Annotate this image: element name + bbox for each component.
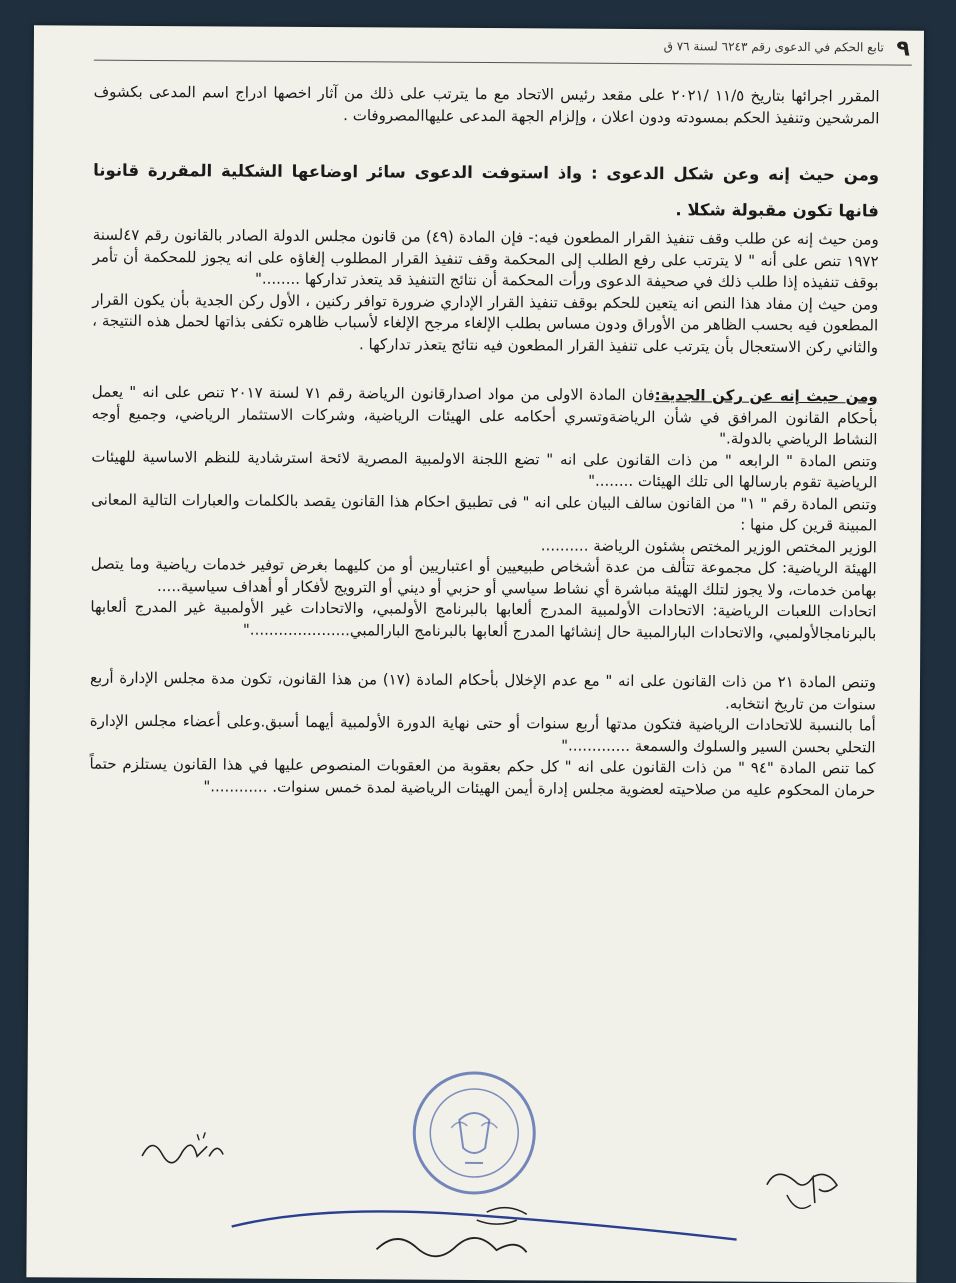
paragraph-article-one: وتنص المادة رقم " ١" من القانون سالف البيان على انه " فى تطبيق احكام هذا القانون يقصد بالكلمات والعبارات التالية المعانى المبينة قرين كل منها :	[91, 490, 878, 535]
page-header: تابع الحكم في الدعوى رقم ٦٢٤٣ لسنة ٧٦ ق	[663, 39, 884, 55]
signature-bottom-icon	[226, 1196, 746, 1269]
seriousness-text: فان المادة الاولى من مواد اصدارقانون الرياضة رقم ٧١ لسنة ٢٠١٧ تنص على انه " يعمل بأحكام القانون المرافق في شأن الرياضةوتسري أحكامه على الهيئات الرياضية، وشركات الاستثمار الرياضي، وجميع أوجه النشاط الرياضي بالدولة."	[91, 382, 878, 449]
seriousness-lead: ومن حيث إنه عن ركن الجدية:	[654, 386, 878, 406]
paragraph-suspension-request: ومن حيث إنه عن طلب وقف تنفيذ القرار المطعون فيه:- فإن المادة (٤٩) من قانون مجلس الدولة الصادر بالقانون رقم ٤٧لسنة ١٩٧٢ تنص على أنه " لا يترتب على رفع الطلب إلى المحكمة وقف تنفيذ القرار المطلوب إلغاؤه على انه يجوز للمحكمة أن تأمر بوقف تنفيذه إذا طلب ذلك في صحيفة الدعوى ورأت المحكمة أن نتائج التنفيذ قد يتعذر تداركها ........"	[92, 225, 879, 292]
document-body	[89, 82, 879, 802]
paragraph-article-four: وتنص المادة " الرابعه " من ذات القانون على انه " تضع اللجنة الاولمبية المصرية لائحة استرشادية للنظم الاساسية للهيئات الرياضية تقوم بارسالها الى تلك الهيئات ........"	[91, 447, 878, 492]
paragraph-article-94: كما تنص المادة "٩٤ " من ذات القانون على انه " كل حكم بعقوبة من العقوبات المنصوص عليها في هذا القانون يستلزم حتماً حرمان المحكوم عليه من صلاحيته لعضوية مجلس إدارة أيمن الهيئات الرياضية لمدة خمس سنوات. ............"	[89, 754, 876, 799]
paragraph-article-21: وتنص المادة ٢١ من ذات القانون على انه " مع عدم الإخلال بأحكام المادة (١٧) من هذا القانون، تكون مدة مجلس الإدارة أربع سنوات من تاريخ انتخابه.	[89, 668, 877, 713]
paragraph-seriousness	[91, 382, 877, 451]
definition-minister: الوزير المختص الوزير المختص بشئون الرياضة ..........	[540, 535, 877, 556]
definition-sports-body: الهيئة الرياضية: كل مجموعة تتألف من عدة أشخاص طبيعيين أو اعتباريين أو من كليهما بغرض توفير خدمات رياضية وما يتصل بهامن خدمات، ولا يجوز لتلك الهيئة مباشرة أي نشاط سياسي أو حزبي أو ديني أو الترويج لأفكار أو أهداف سياسية.....	[90, 554, 877, 599]
document-page	[26, 25, 924, 1282]
page-number: ٩	[896, 36, 910, 62]
signature-left-icon	[137, 1126, 227, 1177]
intro-paragraph: المقرر اجرائها بتاريخ ١١/٥ /٢٠٢١ على مقعد رئيس الاتحاد مع ما يترتب على ذلك من آثار اخصها ادراج اسم المدعى بكشوف المرشحين وتنفيذ الحكم بمسودته ودون اعلان ، وإلزام الجهة المدعى عليهاالمصروفات .	[93, 82, 880, 127]
form-heading: ومن حيث إنه وعن شكل الدعوى : واذ استوفت الدعوى سائر اوضاعها الشكلية المقررة قانونا فانها تكون مقبولة شكلا .	[93, 160, 880, 221]
paragraph-federation-term: أما بالنسبة للاتحادات الرياضية فتكون مدتها أربع سنوات أو حتى نهاية الدورة الأولمبية أيهما أسبق.وعلى أعضاء مجلس الإدارة التحلي بحسن السير والسلوك والسمعة ............."	[89, 711, 876, 756]
header-divider	[94, 60, 912, 66]
signature-right-icon	[757, 1155, 847, 1226]
official-stamp-icon	[409, 1068, 540, 1199]
paragraph-two-pillars: ومن حيث إن مفاد هذا النص انه يتعين للحكم بوقف تنفيذ القرار الإداري ضرورة توافر ركنين ، الأول ركن الجدية بأن يكون القرار المطعون فيه بحسب الظاهر من الأوراق ودون مساس بطلب الإلغاء مرجح الإلغاء لأسباب ظاهره تكفى بذاتها لحمل هذه النتيجة ، والثاني ركن الاستعجال بأن يترتب على تنفيذ القرار المطعون فيه نتائج يتعذر تداركها .	[92, 290, 879, 356]
definition-federations: اتحادات اللعبات الرياضية: الاتحادات الأولمبية المدرج ألعابها بالبرنامج الأولمبي، والاتحادات غير الأولمبية غير المدرج ألعابها بالبرنامجالأولمبي، والاتحادات البارالمبية حال إنشائها المدرج ألعابها بالبرنامج البارالمبي....................."	[90, 597, 877, 642]
